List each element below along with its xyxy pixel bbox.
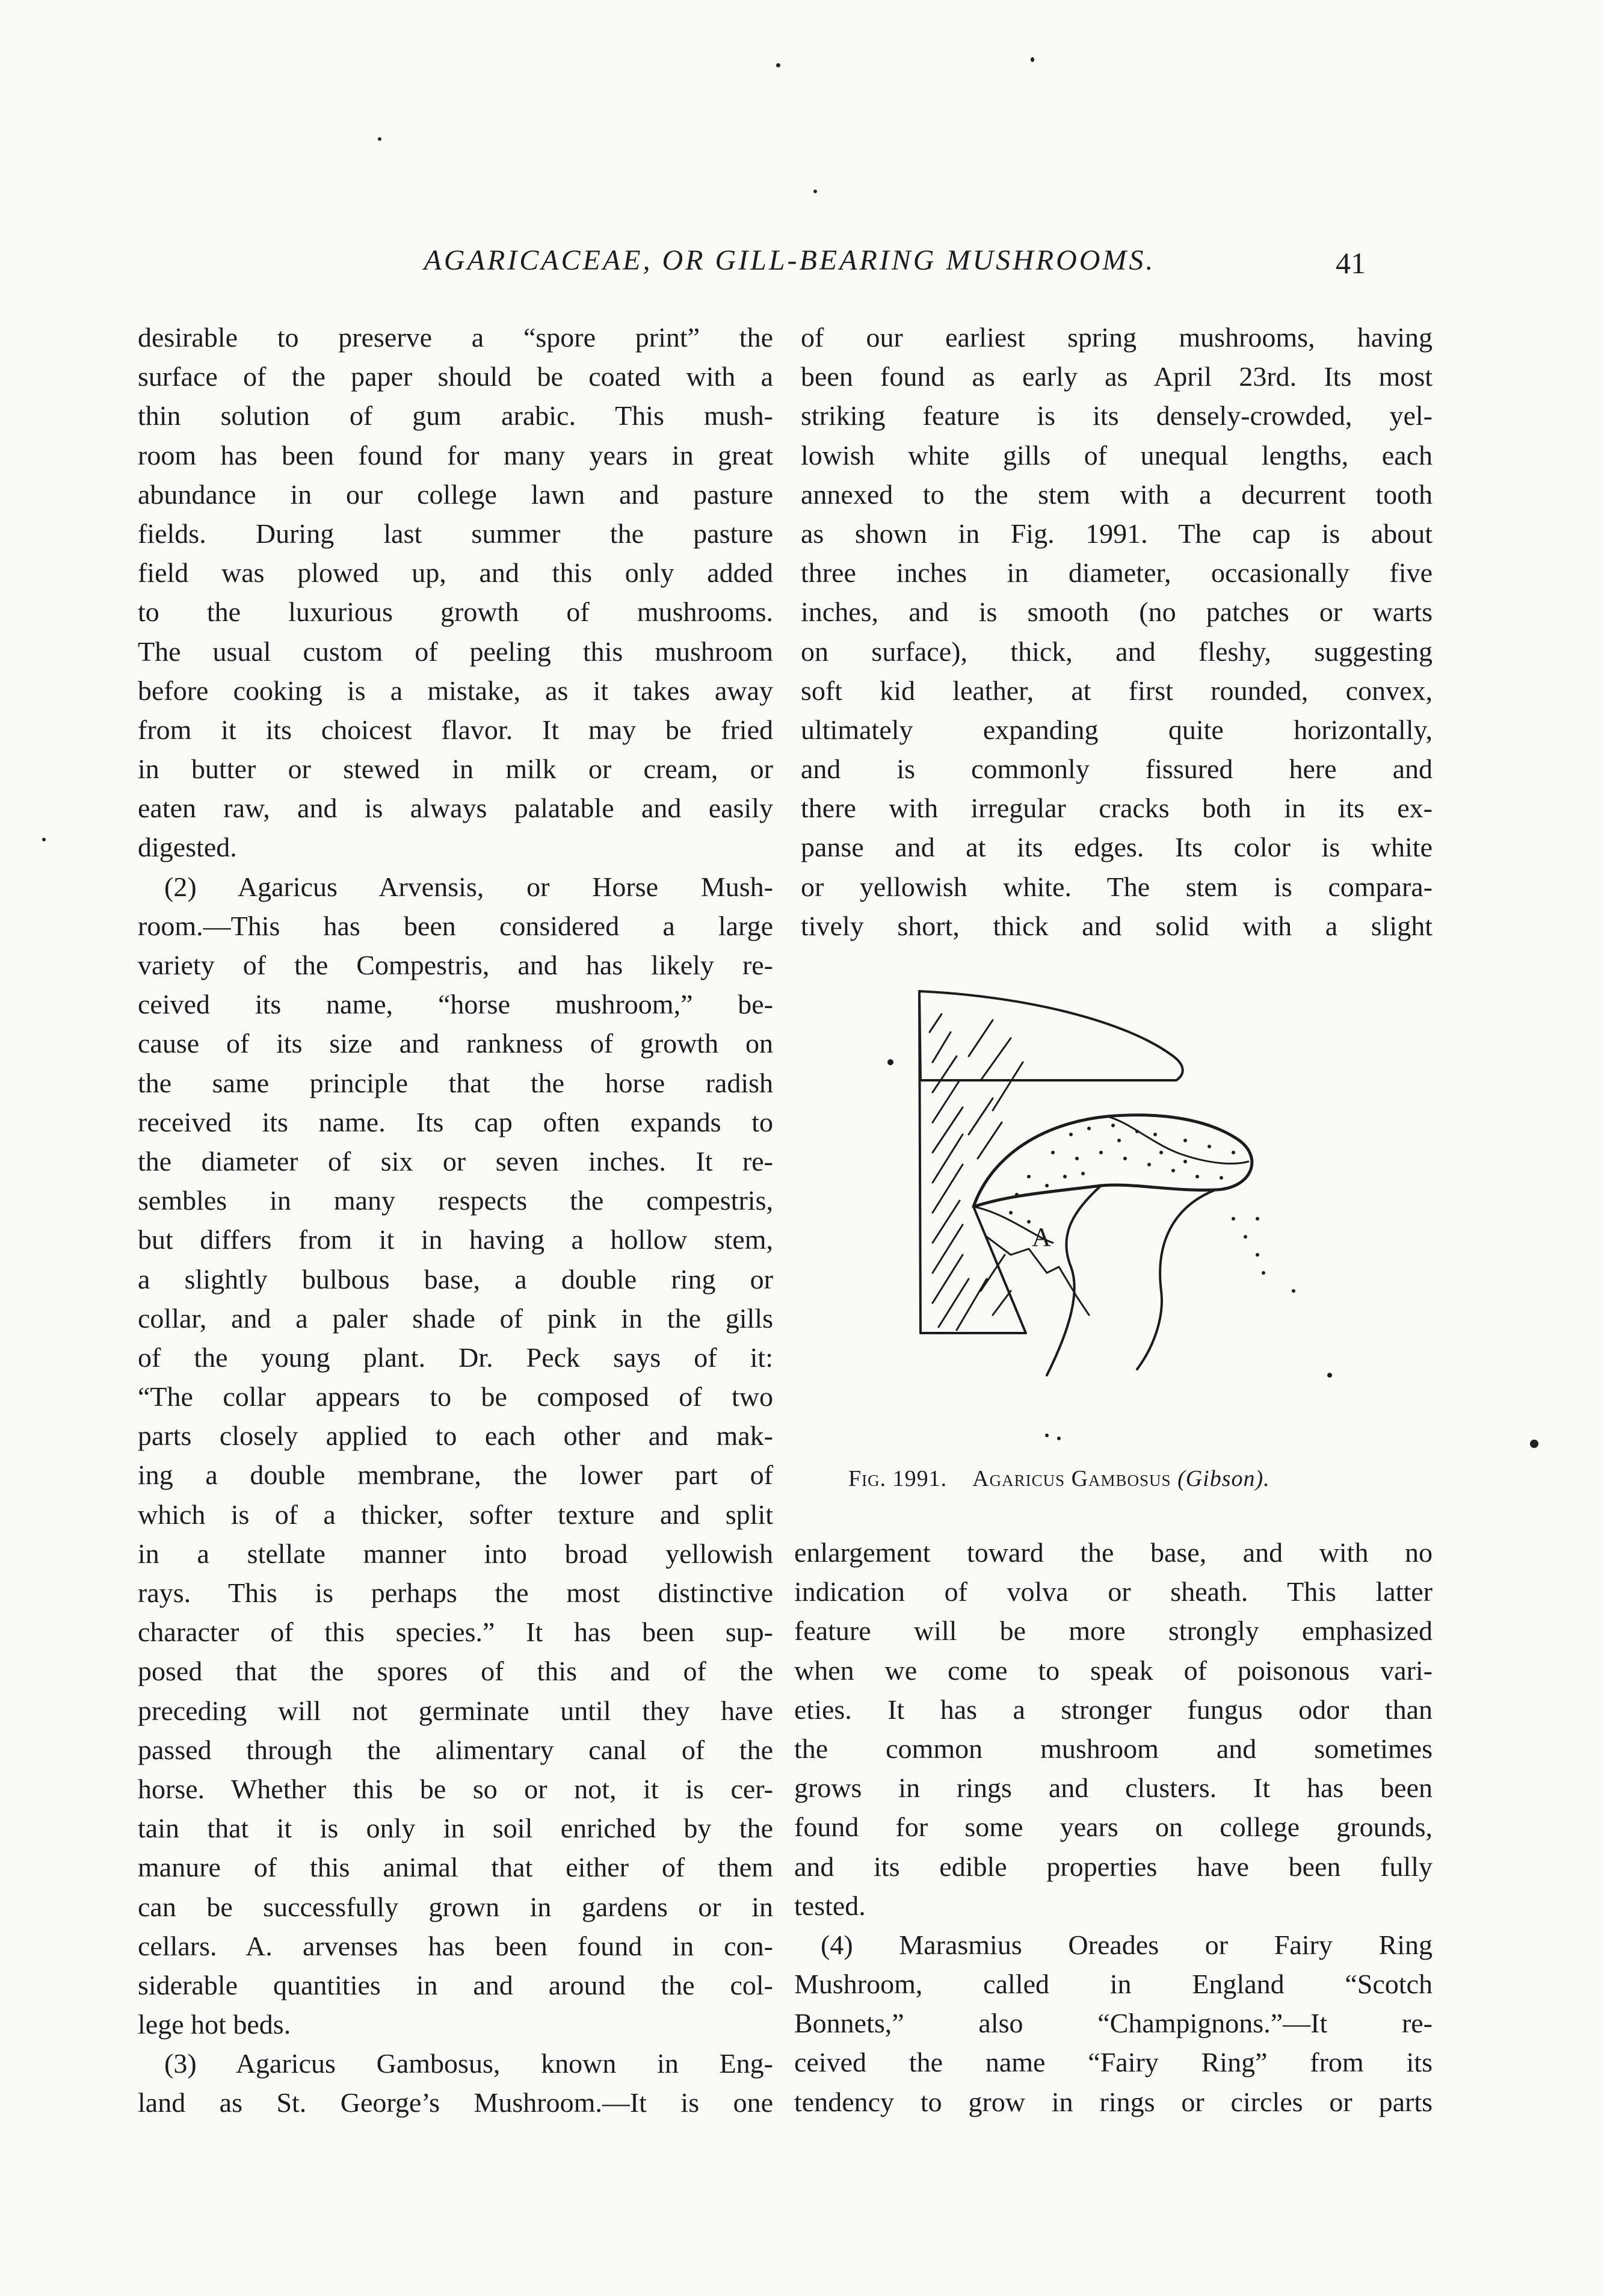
print-speck — [42, 838, 46, 841]
print-speck — [776, 63, 780, 67]
text-line: feature will be more strongly emphasized — [794, 1615, 1433, 1647]
text-line: field was plowed up, and this only added — [138, 557, 773, 589]
left-column — [138, 318, 773, 2123]
text-line: room has been found for many years in great — [138, 439, 773, 471]
text-line: enlargement toward the base, and with no — [794, 1537, 1433, 1568]
text-line: cause of its size and rankness of growth on — [138, 1028, 773, 1059]
text-line: there with irregular cracks both in its ex- — [801, 793, 1433, 824]
text-line: or yellowish white. The stem is compara- — [801, 871, 1433, 902]
text-line: annexed to the stem with a decurrent tooth — [801, 478, 1433, 510]
text-line: character of this species.” It has been sup- — [138, 1617, 773, 1648]
text-line: room.—This has been considered a large — [138, 910, 773, 941]
text-line: of the young plant. Dr. Peck says of it: — [138, 1341, 773, 1373]
text-line: cellars. A. arvenses has been found in con- — [138, 1930, 773, 1961]
text-line: but differs from it in having a hollow stem, — [138, 1224, 773, 1255]
text-line: sembles in many respects the compestris, — [138, 1185, 773, 1216]
text-line: digested. — [138, 832, 237, 863]
text-line: variety of the Compestris, and has likely re- — [138, 950, 773, 980]
caption-credit: (Gibson). — [1177, 1466, 1270, 1491]
text-line: manure of this animal that either of them — [138, 1852, 773, 1883]
figure-label: A — [1032, 1222, 1051, 1252]
text-line: passed through the alimentary canal of the — [138, 1734, 773, 1765]
text-line: preceding will not germinate until they have — [138, 1695, 773, 1726]
text-line: tested. — [794, 1890, 866, 1921]
right-column-bottom — [794, 1533, 1433, 2121]
text-line: ultimately expanding quite horizontally, — [801, 714, 1433, 745]
caption-figure-number: Fig. 1991. — [848, 1466, 948, 1491]
text-line: surface of the paper should be coated with a — [138, 361, 773, 392]
text-line: as shown in Fig. 1991. The cap is about — [801, 518, 1433, 549]
text-line: the same principle that the horse radish — [138, 1067, 773, 1098]
mushroom-illustration — [872, 954, 1390, 1453]
text-line: indication of volva or sheath. This latter — [794, 1576, 1433, 1608]
text-line: soft kid leather, at first rounded, convex, — [801, 675, 1433, 706]
text-line: received its name. Its cap often expands to — [138, 1106, 773, 1137]
text-line: three inches in diameter, occasionally five — [801, 557, 1433, 589]
text-line: posed that the spores of this and of the — [138, 1656, 773, 1687]
text-line: a slightly bulbous base, a double ring or — [138, 1263, 773, 1295]
text-line: tain that it is only in soil enriched by the — [138, 1813, 773, 1844]
mushroom-stem — [1047, 1186, 1101, 1375]
text-line: lege hot beds. — [138, 2009, 291, 2040]
text-line: in a stellate manner into broad yellowish — [138, 1538, 773, 1569]
text-line: the common mushroom and sometimes — [794, 1733, 1433, 1764]
page-number: 41 — [1336, 246, 1366, 280]
print-speck — [1031, 57, 1034, 62]
text-line: parts closely applied to each other and mak- — [138, 1420, 773, 1452]
text-line: horse. Whether this be so or not, it is cer- — [138, 1773, 773, 1804]
text-line: tively short, thick and solid with a slight — [801, 910, 1433, 941]
text-line: grows in rings and clusters. It has been — [794, 1772, 1433, 1804]
text-line: (2) Agaricus Arvensis, or Horse Mush- — [164, 871, 773, 902]
text-line: of our earliest spring mushrooms, having — [801, 322, 1433, 353]
text-line: abundance in our college lawn and pasture — [138, 478, 773, 510]
text-line: eties. It has a stronger fungus odor than — [794, 1694, 1433, 1725]
text-line: can be successfully grown in gardens or in — [138, 1891, 773, 1922]
text-line: to the luxurious growth of mushrooms. — [138, 596, 773, 628]
text-line: lowish white gills of unequal lengths, each — [801, 439, 1433, 471]
figure-caption — [848, 1465, 1390, 1492]
text-line: collar, and a paler shade of pink in the gills — [138, 1302, 773, 1334]
print-speck — [1530, 1440, 1538, 1448]
text-line: land as St. George’s Mushroom.—It is one — [138, 2087, 773, 2118]
text-line: (3) Agaricus Gambosus, known in Eng- — [164, 2048, 773, 2079]
print-speck — [813, 190, 817, 193]
caption-species: Agaricus Gambosus — [972, 1466, 1171, 1491]
text-line: which is of a thicker, softer texture and split — [138, 1499, 773, 1530]
text-line: when we come to speak of poisonous vari- — [794, 1654, 1433, 1686]
text-line: the diameter of six or seven inches. It re- — [138, 1145, 773, 1177]
text-line: rays. This is perhaps the most distinctive — [138, 1577, 773, 1608]
text-line: tendency to grow in rings or circles or parts — [794, 2086, 1433, 2117]
text-line: ceived its name, “horse mushroom,” be- — [138, 989, 773, 1020]
text-line: “The collar appears to be composed of two — [138, 1381, 773, 1413]
text-line: (4) Marasmius Oreades or Fairy Ring — [821, 1929, 1433, 1960]
text-line: panse and at its edges. Its color is white — [801, 832, 1433, 863]
text-line: Mushroom, called in England “Scotch — [794, 1969, 1433, 2000]
text-line: ing a double membrane, the lower part of — [138, 1459, 773, 1491]
text-line: striking feature is its densely-crowded, yel- — [801, 400, 1433, 432]
text-line: in butter or stewed in milk or cream, or — [138, 753, 773, 785]
text-line: on surface), thick, and fleshy, suggesting — [801, 636, 1433, 667]
text-line: desirable to preserve a “spore print” the — [138, 322, 773, 353]
text-line: found for some years on college grounds, — [794, 1812, 1433, 1843]
text-line: and is commonly fissured here and — [801, 753, 1433, 785]
text-line: and its edible properties have been fully — [794, 1851, 1433, 1882]
print-speck — [378, 137, 381, 141]
text-line: The usual custom of peeling this mushroom — [138, 636, 773, 667]
right-column-top — [801, 318, 1433, 945]
text-line: Bonnets,” also “Champignons.”—It re- — [794, 2008, 1433, 2039]
text-line: eaten raw, and is always palatable and easily — [138, 793, 773, 824]
text-line: fields. During last summer the pasture — [138, 518, 773, 549]
text-line: from it its choicest flavor. It may be fried — [138, 714, 773, 745]
running-head: AGARICACEAE, OR GILL-BEARING MUSHROOMS. — [424, 244, 1156, 276]
text-line: inches, and is smooth (no patches or warts — [801, 596, 1433, 628]
text-line: ceived the name “Fairy Ring” from its — [794, 2047, 1433, 2078]
text-line: before cooking is a mistake, as it takes away — [138, 675, 773, 706]
background-mushroom-outline — [919, 991, 1183, 1080]
text-line: siderable quantities in and around the col- — [138, 1969, 773, 2000]
text-line: been found as early as April 23rd. Its most — [801, 361, 1433, 392]
text-line: thin solution of gum arabic. This mush- — [138, 400, 773, 432]
